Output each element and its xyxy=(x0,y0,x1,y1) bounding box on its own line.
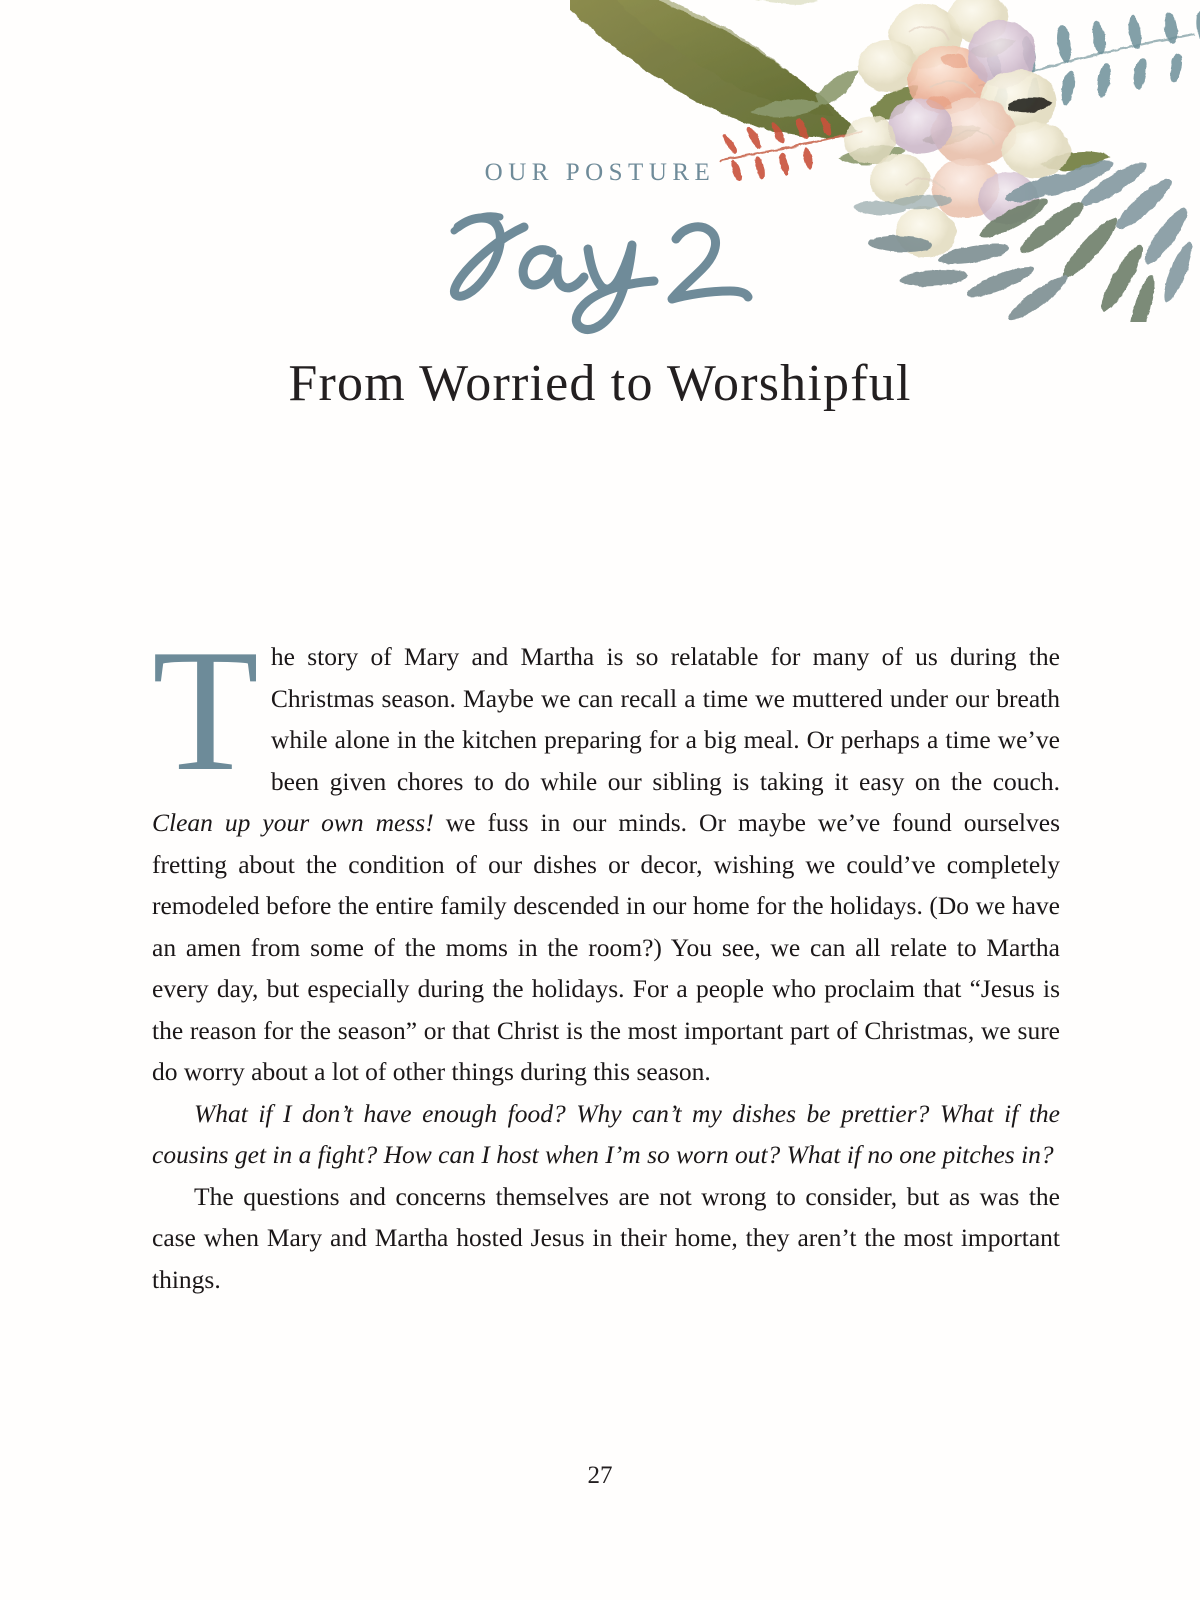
paragraph-2: What if I don’t have enough food? Why can’t my dishes be prettier? What if the cousins get in a fight? How can I host when I’m so worn out? What if no one pitches in? xyxy=(152,1098,1060,1169)
day-label-script xyxy=(440,191,760,341)
section-eyebrow: OUR POSTURE xyxy=(484,159,716,186)
drop-cap: T xyxy=(152,613,259,807)
chapter-header xyxy=(0,0,1200,447)
paragraph-3: The questions and concerns themselves are not wrong to consider, but as was the case when Mary and Martha hosted Jesus in their home, they aren’t the most important things. xyxy=(152,1181,1060,1294)
body-copy xyxy=(152,613,1061,1300)
page-title: From Worried to Worshipful xyxy=(288,355,912,412)
paragraph-1-tail: we fuss in our minds. Or maybe we’ve found ourselves fretting about the condition of our dishes or decor, wishing we could’ve completely remodeled before the entire family descended in our home for the holidays. (Do we have an amen from some of the moms in the room?) You see, we can all relate to Martha every day, but especially during the holidays. For a people who proclaim that “Jesus is the reason for the season” or that Christ is the most important part of Christmas, we sure do worry about a lot of other things during this season. xyxy=(152,808,1061,1086)
paragraph-1-lead: he story of Mary and Martha is so relatable for many of us during the Christmas season. Maybe we can recall a time we muttered under our breath while alone in the kitchen preparing for a big meal. Or perhaps a time we’ve been given chores to do while our sibling is taking it easy on the couch. xyxy=(270,642,1060,796)
paragraph-1-emphasis: Clean up your own mess! xyxy=(152,808,434,837)
paragraph-1 xyxy=(152,613,1061,1093)
page-number: 27 xyxy=(587,1462,613,1489)
